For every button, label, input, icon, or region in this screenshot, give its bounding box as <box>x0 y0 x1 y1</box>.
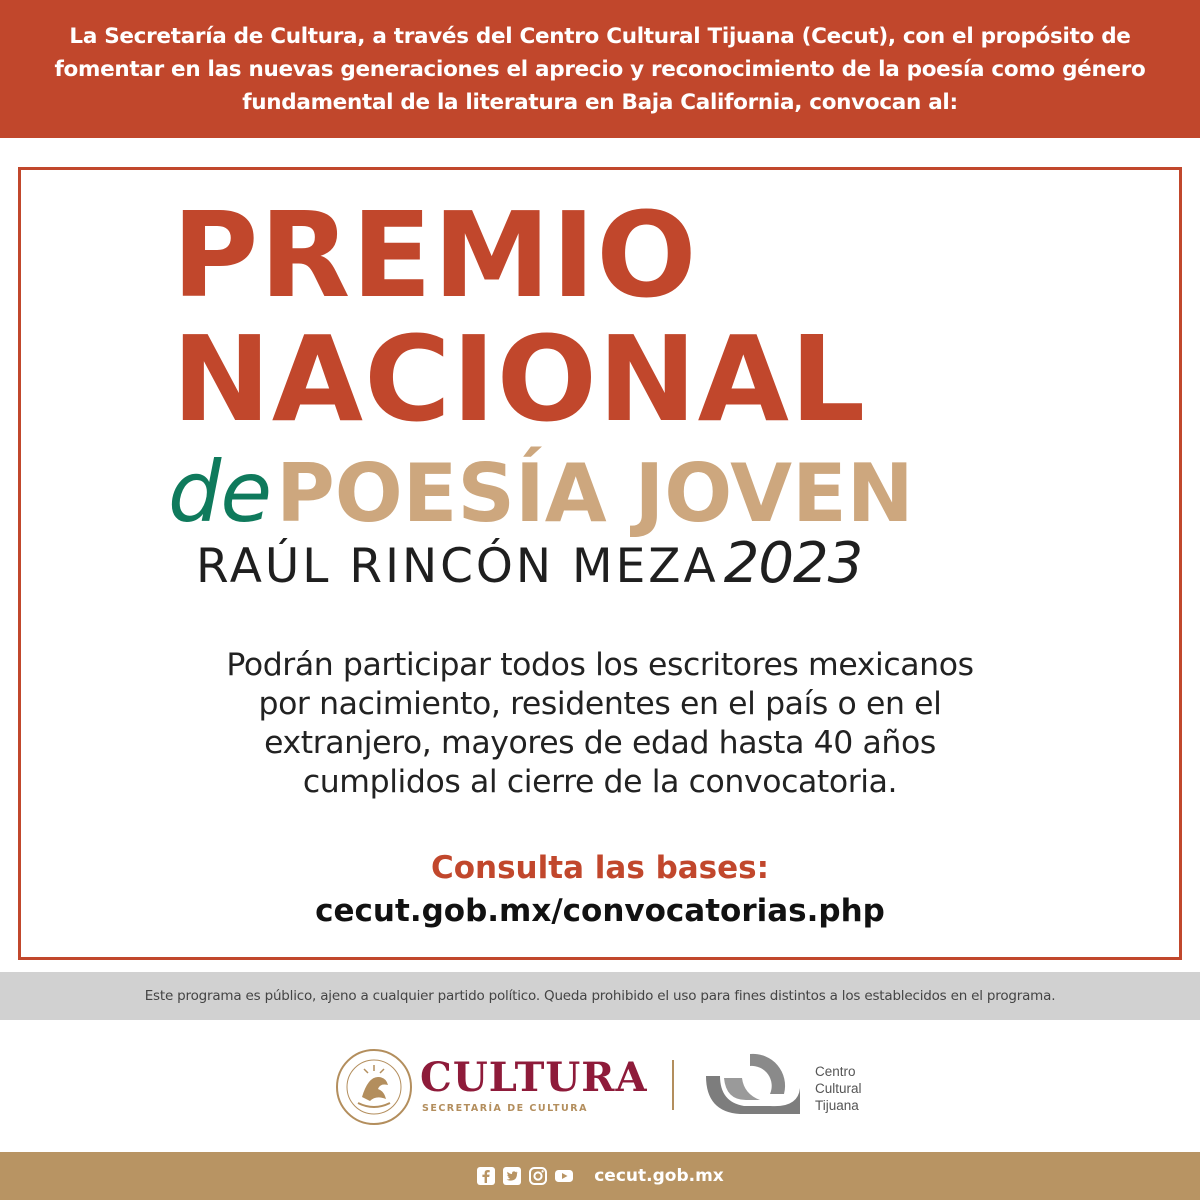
mexico-seal-icon <box>334 1047 414 1127</box>
cultura-wordmark: CULTURA <box>420 1054 648 1101</box>
intro-banner <box>0 0 1200 138</box>
cecut-logo-icon <box>700 1048 804 1122</box>
facebook-icon[interactable] <box>476 1166 496 1186</box>
cultura-subtitle: SECRETARÍA DE CULTURA <box>422 1103 588 1114</box>
eligibility-text: Podrán participar todos los escritores mexicanos por nacimiento, residentes en el país o en el extranjero, mayores de edad hasta 40 años cumplidos al cierre de la convocatoria. <box>226 647 974 800</box>
title-de: de <box>168 443 271 541</box>
logo-divider <box>672 1060 674 1110</box>
convocatorias-link[interactable]: cecut.gob.mx/convocatorias.php <box>315 893 885 929</box>
award-namesake: RAÚL RINCÓN MEZA <box>196 539 719 594</box>
title-premio: PREMIO <box>172 186 698 324</box>
title-nacional: NACIONAL <box>172 310 867 448</box>
cecut-name: Centro Cultural Tijuana <box>815 1064 862 1113</box>
footer-bar <box>0 1152 1200 1200</box>
logos-row <box>0 1030 1200 1142</box>
twitter-icon[interactable] <box>502 1166 522 1186</box>
title-poesia-joven: POESÍA JOVEN <box>276 447 914 540</box>
youtube-icon[interactable] <box>554 1166 574 1186</box>
consulta-label: Consulta las bases: <box>430 850 770 886</box>
title-line-name <box>196 531 1096 596</box>
disclaimer-bar <box>0 972 1200 1020</box>
intro-text: La Secretaría de Cultura, a través del Centro Cultural Tijuana (Cecut), con el propósito de fomentar en las nuevas generaciones el aprecio y reconocimiento de la poesía como género fundamental de la literatura en Baja California, convocan al: <box>54 23 1146 115</box>
title-line-poesia <box>168 443 1068 541</box>
instagram-icon[interactable] <box>528 1166 548 1186</box>
footer-website-link[interactable]: cecut.gob.mx <box>594 1166 724 1186</box>
award-year: 2023 <box>723 531 863 596</box>
disclaimer-text: Este programa es público, ajeno a cualquier partido político. Queda prohibido el uso para fines distintos a los establecidos en el programa. <box>144 988 1056 1004</box>
